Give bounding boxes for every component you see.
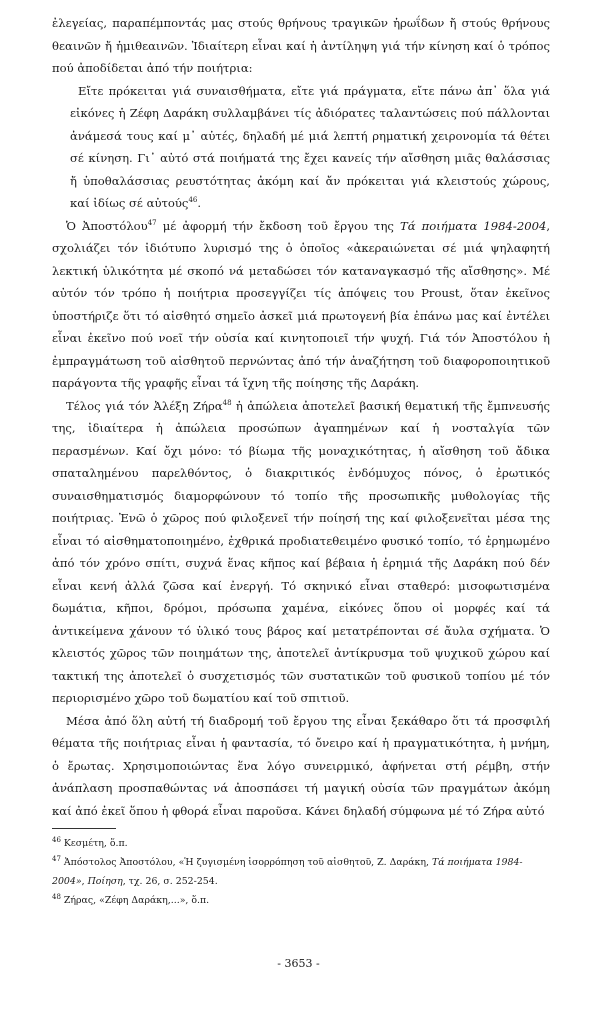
page-number: - 3653 - bbox=[277, 957, 320, 970]
book-title: Τά ποιήματα 1984-2004 bbox=[399, 218, 547, 233]
footnote-46 bbox=[52, 834, 550, 853]
page-body bbox=[52, 12, 550, 822]
footnote-47 bbox=[52, 853, 550, 891]
footnote-48-text: Ζήρας, «Ζέφη Δαράκη,...», ὅ.π. bbox=[60, 895, 210, 906]
footnote-47-number: 47 bbox=[52, 854, 61, 863]
footnote-48-number: 48 bbox=[52, 892, 61, 901]
footnote-ref-46[interactable]: 46 bbox=[188, 196, 198, 205]
footnote-46-text: Κεσμέτη, ὅ.π. bbox=[60, 838, 128, 849]
paragraph-2-end: , σχολιάζει τόν ἰδιότυπο λυρισμό της ὁ ὁποῖος «ἀκεραιώνεται σέ μιά ψηλαφητή λεκτική ὑλικότητα μέ σκοπό νά μεταδώσει τόν καταναγκασμό τῆς αἴσθησης». Μέ αὐτόν τόν τρόπο ἡ ποιήτρια προσεγγίζει τίς ἀπόψεις του Proust, ὅταν ἐκεῖνος ὑποστήριζε ὅτι τό αἰσθητό σημεῖο ἀσκεῖ μιά πρωτογενή βία ἐπάνω μας καί ἐντέλει εἶναι ἐκεῖνο πού νοεῖ τήν οὐσία καί κινητοποιεῖ τήν ψυχή. Γιά τόν Ἀποστόλου ἡ ἐμπραγμάτωση τοῦ αἰσθητοῦ περνώντας ἀπό τήν ἀναζήτηση τοῦ διαφοροποιητικοῦ παράγοντα τῆς γραφῆς εἶναι τά ἴχνη τῆς ποίησης τῆς Δαράκη. bbox=[52, 218, 551, 390]
paragraph-1: ἐλεγείας, παραπέμποντάς μας στούς θρήνους τραγικῶν ἡρωΐδων ἤ στούς θρήνους θεαινῶν ἤ ἡμιθεαινῶν. Ἰδιαίτερη εἶναι καί ἡ ἀντίληψη γιά τήν κίνηση καί ὁ τρόπος πού ἀποδίδεται ἀπό τήν ποιήτρια: bbox=[52, 16, 550, 75]
paragraph-3-end: ἡ ἀπώλεια ἀποτελεῖ βασική θεματική τῆς ἔμπνευσής της, ἰδιαίτερα ἡ ἀπώλεια προσώπων ἀγαπημένων καί ἡ νοσταλγία τῶν περασμένων. Καί ὄχι μόνο: τό βίωμα τῆς μοναχικότητας, ἡ αἴσθηση τοῦ ἄδικα σπαταλημένου παρελθόντος, ὁ διακριτικός ἐνδόμυχος πόνος, ὁ ἐρωτικός συναισθηματισμός διαμορφώνουν τό τοπίο τῆς προσωπικῆς μυθολογίας τῆς ποιήτριας. Ἐνῶ ὁ χῶρος πού φιλοξενεῖ τήν ποίησή της καί φιλοξενεῖται μέσα της εἶναι τό αἰσθηματοποιημένο, ἐχθρικά προδιατεθειμένο φυσικό τοπίο, τό ἐρημωμένο ἀπό τόν χρόνο σπίτι, συχνά ἕνας κῆπος καί βέβαια ἡ ἐρημιά τῆς Δαράκη πού δέν εἶναι κενή ἀλλά ζῶσα καί ἐνεργή. Τό σκηνικό εἶναι σταθερό: μισοφωτισμένα δωμάτια, κῆποι, δρόμοι, πρόσωπα χαμένα, εἰκόνες ὅπου οἱ μορφές καί τά ἀντικείμενα χάνουν τό ὑλικό τους βάρος καί μετατρέπονται σέ ἄυλα σχήματα. Ὁ κλειστός χῶρος τῶν ποιημάτων της, ἀποτελεῖ ἀντίκρυσμα τοῦ ψυχικοῦ χώρου καί τακτική της ἀποτελεῖ ὁ συσχετισμός τῶν συστατικῶν τοῦ φυσικοῦ τοπίου μέ τόν περιορισμένο χῶρο τοῦ δωματίου καί τοῦ σπιτιοῦ. bbox=[52, 398, 550, 705]
paragraph-4: Μέσα ἀπό ὅλη αὐτή τή διαδρομή τοῦ ἔργου της εἶναι ξεκάθαρο ὅτι τά προσφιλή θέματα τῆς ποιήτριας εἶναι ἡ φαντασία, τό ὄνειρο καί ἡ πραγματικότητα, ἡ μνήμη, ὁ ἔρωτας. Χρησιμοποιώντας ἕνα λόγο συνειρμικό, ἀφήνεται στή ρέμβη, στήν ἀνάπλαση προσπαθώντας νά ἀποσπάσει τή μαγική οὐσία τῶν πραγμάτων ἀκόμη καί ἀπό ἐκεῖ ὅπου ἡ φθορά εἶναι παροῦσα. Κάνει δηλαδή σύμφωνα μέ τό Ζήρα αὐτό bbox=[52, 713, 550, 818]
block-quote: Εἴτε πρόκειται γιά συναισθήματα, εἴτε γιά πράγματα, εἴτε πάνω ἀπ᾿ ὅλα γιά εἰκόνες ἡ Ζέφη Δαράκη συλλαμβάνει τίς ἀδιόρατες ταλαντώσεις πού πάλλονται ἀνάμεσά τους καί μ᾿ αὐτές, δηλαδή μέ μιά λεπτή ρηματική χειρονομία τά θέτει σέ κίνηση. Γι᾿ αὐτό στά ποιήματά της ἔχει κανείς τήν αἴσθηση μιᾶς θαλάσσιας ἤ ὑποθαλάσσιας ρευστότητας ἀκόμη καί ἄν πρόκειται γιά κλειστούς χώρους, καί ἰδίως σέ αὐτούς$^{46}$. bbox=[70, 83, 550, 210]
paragraph-2 bbox=[52, 215, 550, 395]
footnote-ref-48[interactable]: 48 bbox=[222, 398, 232, 407]
footnote-divider bbox=[52, 828, 116, 829]
paragraph-2-start: Ὁ Ἀποστόλου bbox=[66, 218, 148, 233]
footnote-47-journal: Ποίηση bbox=[87, 876, 123, 887]
paragraph-3-start: Τέλος γιά τόν Ἀλέξη Ζήρα bbox=[66, 398, 223, 413]
footnote-47-title: Τά ποιήματα 1984-2004» bbox=[52, 857, 523, 887]
footnote-47-text: Ἀπόστολος Ἀποστόλου, «Ἡ ζυγισμένη ἰσορρόπηση τοῦ αἰσθητοῦ, Ζ. Δαράκη, bbox=[60, 857, 432, 868]
footnote-ref-47[interactable]: 47 bbox=[147, 218, 157, 227]
footnotes bbox=[52, 834, 550, 910]
block-quote-text: Εἴτε πρόκειται γιά συναισθήματα, εἴτε γιά πράγματα, εἴτε πάνω ἀπ᾿ ὅλα γιά εἰκόνες ἡ Ζέφη Δαράκη συλλαμβάνει τίς ἀδιόρατες ταλαντώσεις πού πάλλονται ἀνάμεσά τους καί μ᾿ αὐτές, δηλαδή μέ μιά λεπτή ρηματική χειρονομία τά θέτει σέ κίνηση. Γι᾿ αὐτό στά ποιήματά της ἔχει κανείς τήν αἴσθηση μιᾶς θαλάσσιας ἤ ὑποθαλάσσιας ρευστότητας ἀκόμη καί ἄν πρόκειται γιά κλειστούς χώρους, καί ἰδίως σέ αὐτούς bbox=[70, 83, 550, 210]
paragraph-3 bbox=[52, 395, 550, 710]
footnote-48 bbox=[52, 891, 550, 910]
paragraph-2-mid: μέ ἀφορμή τήν ἔκδοση τοῦ ἔργου της bbox=[156, 218, 400, 233]
footnote-47-sep: , bbox=[81, 876, 88, 887]
footnote-47-pages: , τχ. 26, σ. 252-254. bbox=[122, 876, 218, 887]
footnote-46-number: 46 bbox=[52, 835, 61, 844]
